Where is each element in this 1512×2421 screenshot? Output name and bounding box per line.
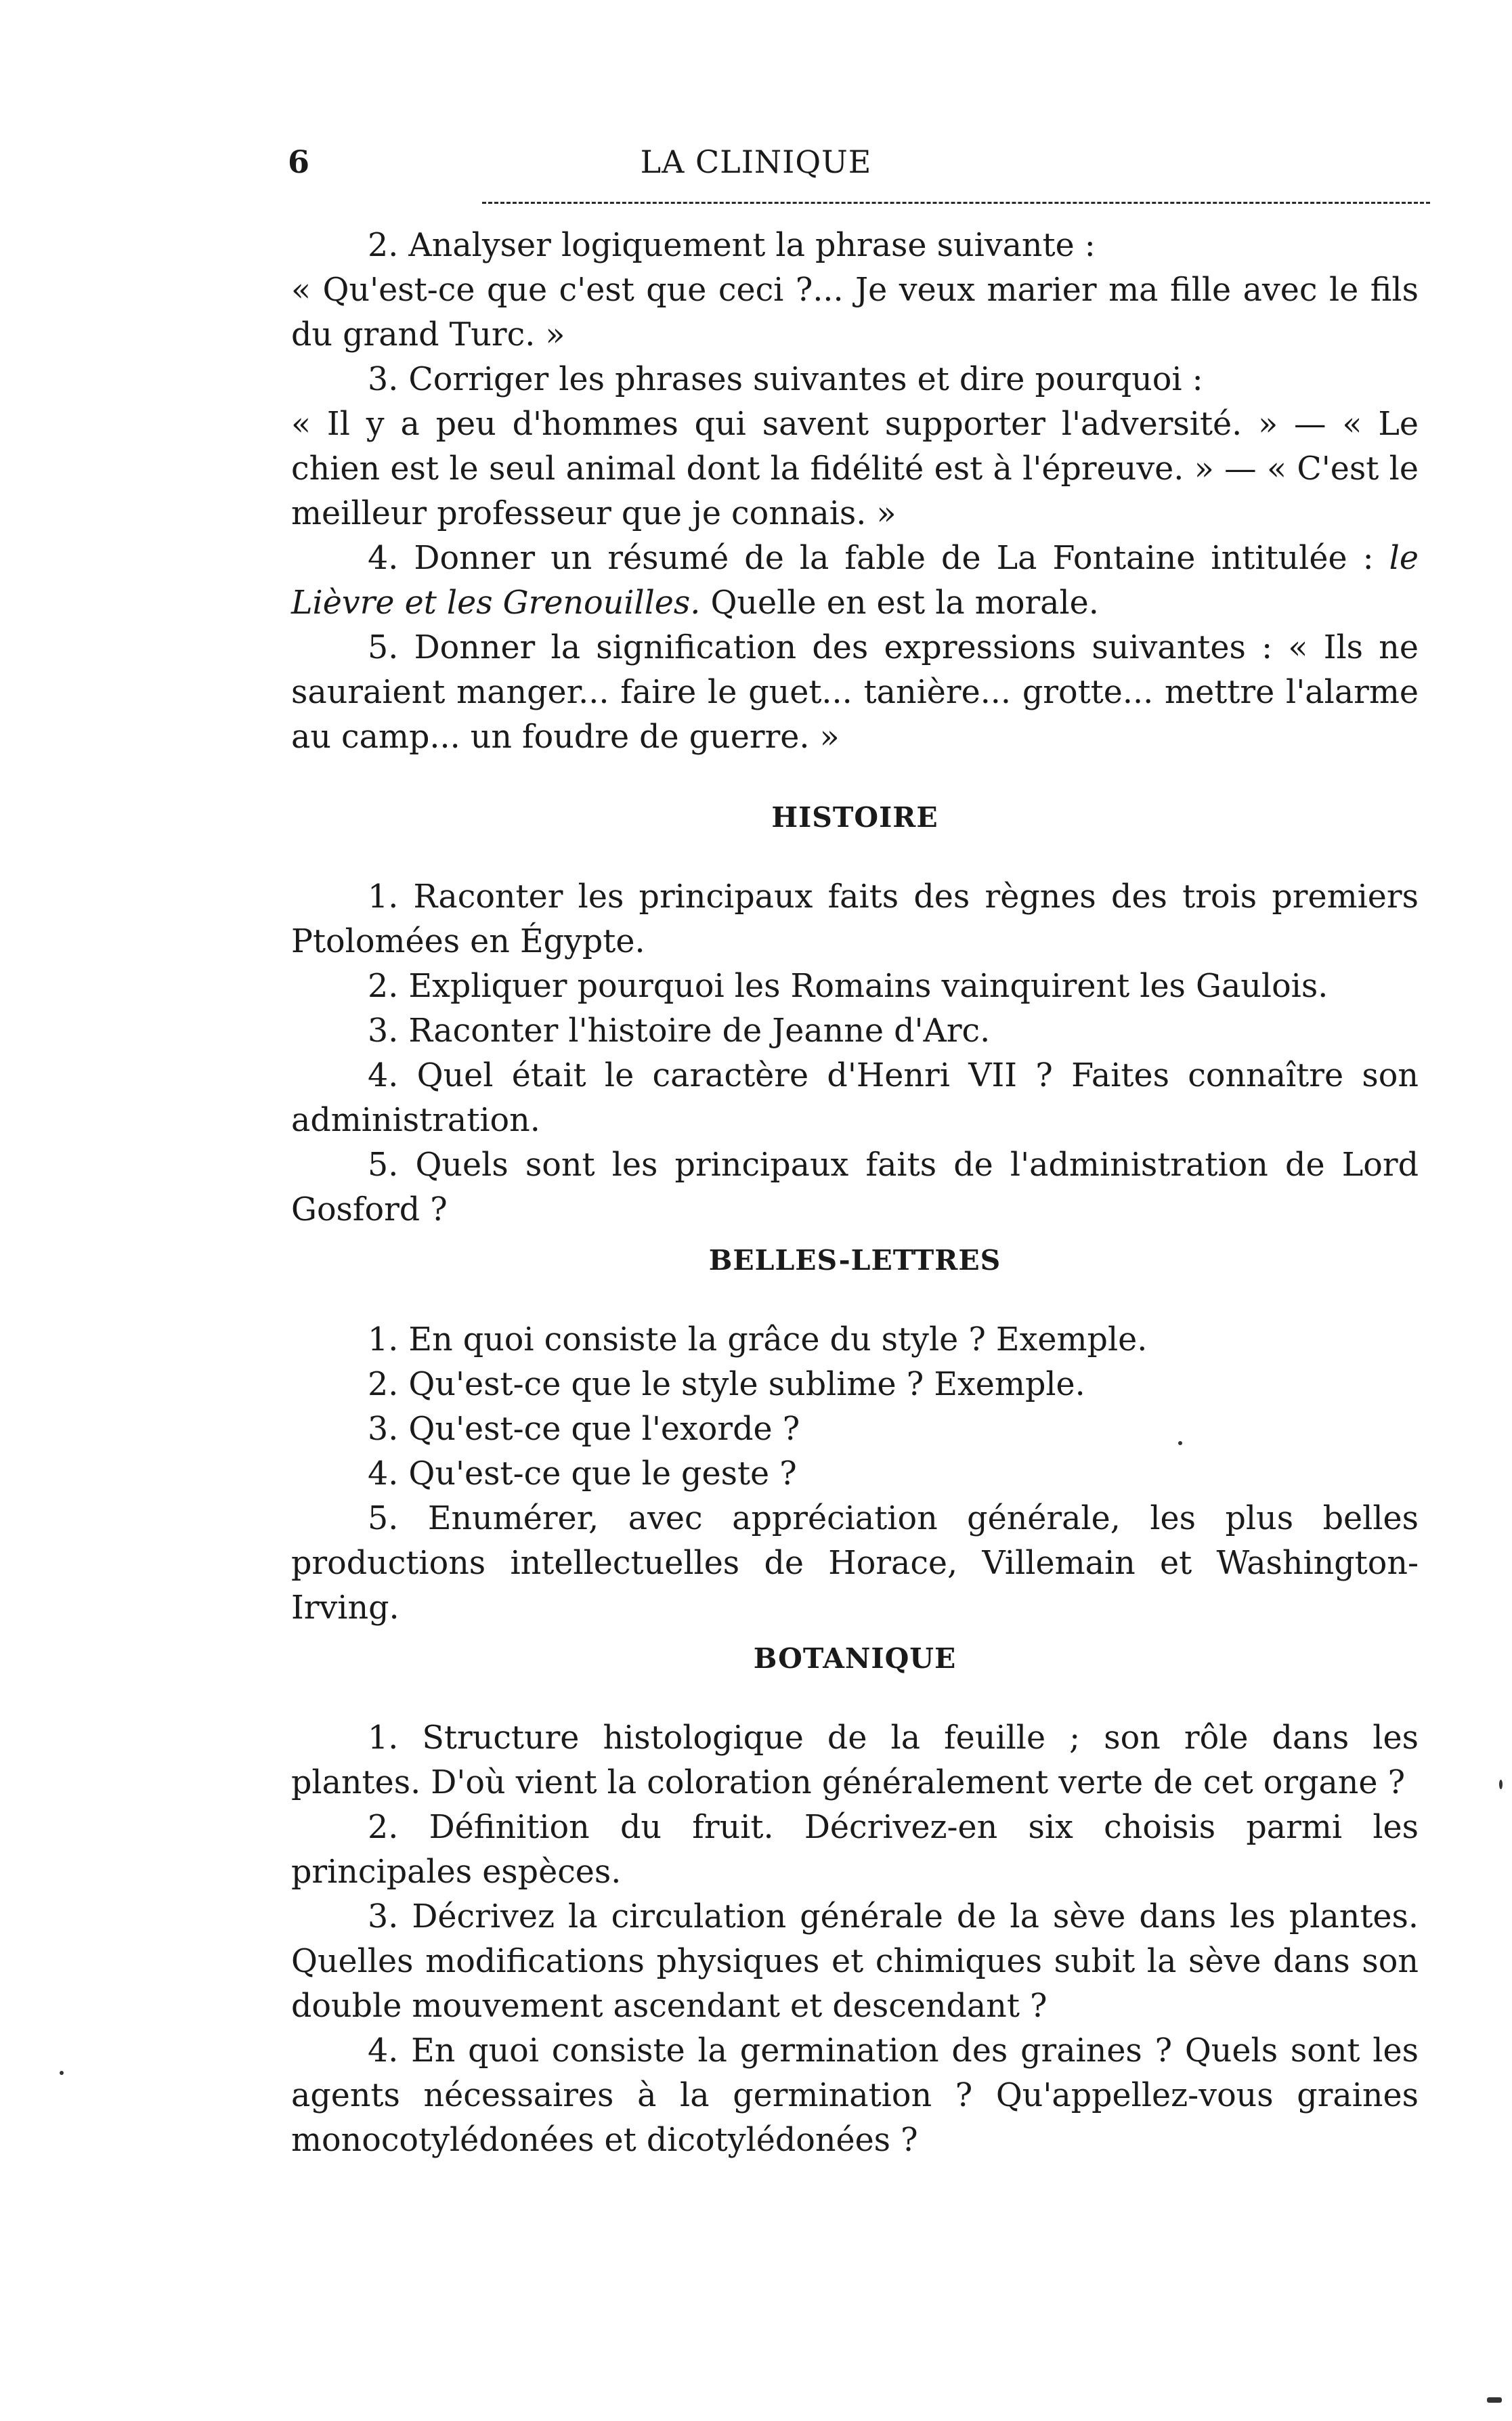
intro-question-5: 5. Donner la signification des expressions suivantes : « Ils ne sauraient manger... faire le guet... tanière... grotte... mettre l'alarme au camp... un foudre de guerre. » <box>291 629 1419 756</box>
intro-question-2-quote: « Qu'est-ce que c'est que ceci ?... Je veux marier ma fille avec le fils du grand Turc. » <box>291 272 1419 353</box>
page-number: 6 <box>288 144 310 180</box>
intro-question-4 <box>291 536 1419 626</box>
histoire-item-5: 5. Quels sont les principaux faits de l'administration de Lord Gosford ? <box>291 1147 1419 1228</box>
header-rule <box>482 202 1430 204</box>
histoire-item-2: 2. Expliquer pourquoi les Romains vainquirent les Gaulois. <box>368 968 1329 1005</box>
intro-question-4-prefix: 4. Donner un résumé de la fable de La Fontaine intitulée : <box>368 540 1374 577</box>
belles-lettres-item-1: 1. En quoi consiste la grâce du style ? Exemple. <box>368 1321 1148 1358</box>
intro-question-2: 2. Analyser logiquement la phrase suivante : <box>368 227 1096 264</box>
section-heading-histoire: HISTOIRE <box>771 801 938 834</box>
histoire-item-1: 1. Raconter les principaux faits des règnes des trois premiers Ptolomées en Égypte. <box>291 878 1419 960</box>
print-speck <box>1487 2397 1502 2403</box>
belles-lettres-item-5: 5. Enumérer, avec appréciation générale, les plus belles productions intellectuelles de Horace, Villemain et Washington-Irving. <box>291 1500 1419 1627</box>
belles-lettres-item-2: 2. Qu'est-ce que le style sublime ? Exemple. <box>368 1366 1085 1403</box>
botanique-item-3: 3. Décrivez la circulation générale de la sève dans les plantes. Quelles modifications physiques et chimiques subit la sève dans son double mouvement ascendant et descendant ? <box>291 1898 1419 2025</box>
intro-question-4-suffix: Quelle en est la morale. <box>710 584 1099 622</box>
running-head: LA CLINIQUE <box>640 144 872 180</box>
section-heading-botanique: BOTANIQUE <box>753 1642 957 1675</box>
page-body <box>291 223 1419 2163</box>
print-speck <box>1178 1441 1182 1445</box>
print-speck <box>1499 1780 1503 1789</box>
print-speck <box>60 2071 64 2075</box>
fable-title: le Lièvre et les Grenouilles. <box>291 540 1419 622</box>
histoire-item-4: 4. Quel était le caractère d'Henri VII ? Faites connaître son administration. <box>291 1057 1419 1139</box>
botanique-item-2: 2. Définition du fruit. Décrivez-en six choisis parmi les principales espèces. <box>291 1809 1419 1891</box>
histoire-item-3: 3. Raconter l'histoire de Jeanne d'Arc. <box>368 1012 991 1050</box>
botanique-item-4: 4. En quoi consiste la germination des graines ? Quels sont les agents nécessaires à la germination ? Qu'appellez-vous graines monocotylédonées et dicotylédonées ? <box>291 2032 1419 2159</box>
belles-lettres-item-4: 4. Qu'est-ce que le geste ? <box>368 1455 797 1493</box>
intro-question-3-quote: « Il y a peu d'hommes qui savent supporter l'adversité. » — « Le chien est le seul animal dont la fidélité est à l'épreuve. » — « C'est le meilleur professeur que je connais. » <box>291 406 1419 532</box>
botanique-item-1: 1. Structure histologique de la feuille ; son rôle dans les plantes. D'où vient la coloration généralement verte de cet organe ? <box>291 1719 1419 1801</box>
intro-question-3: 3. Corriger les phrases suivantes et dire pourquoi : <box>368 361 1203 398</box>
section-heading-belles-lettres: BELLES-LETTRES <box>708 1244 1001 1277</box>
belles-lettres-item-3: 3. Qu'est-ce que l'exorde ? <box>368 1411 800 1448</box>
